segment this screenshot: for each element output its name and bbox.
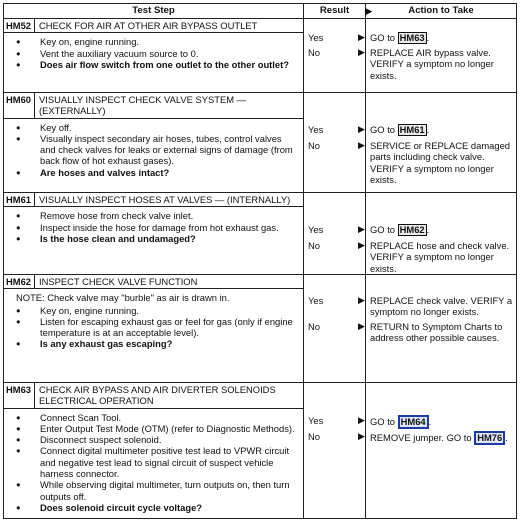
triangle-right-icon: ▶ (358, 47, 365, 57)
result-no: No (308, 321, 320, 332)
test-step-cell (4, 193, 304, 275)
step-row (4, 19, 517, 93)
action-item (358, 140, 513, 185)
result-no: No (308, 140, 320, 151)
action-text: RETURN to Symptom Charts to address other possible causes. (370, 321, 503, 344)
result-yes: Yes (308, 295, 324, 306)
action-item (358, 321, 513, 344)
step-item: ● Is any exhaust gas escaping? (16, 338, 297, 349)
step-item: ● Key off. (16, 122, 297, 133)
test-step-cell (4, 93, 304, 193)
action-item (358, 32, 513, 44)
step-reference-link[interactable]: HM61 (399, 124, 425, 135)
result-no: No (308, 431, 320, 442)
step-item: ● Vent the auxiliary vacuum source to 0. (16, 48, 297, 59)
triangle-right-icon: ▶ (358, 431, 365, 441)
action-text-end: . (426, 124, 430, 135)
step-item: ● Visually inspect secondary air hoses, tubes, control valves and check valves for leaks or external signs of damage (from back flow of hot exhaust gases). (16, 133, 297, 167)
step-item: ● Key on, engine running. (16, 36, 297, 47)
triangle-right-icon: ▶ (358, 224, 365, 234)
result-yes: Yes (308, 32, 324, 43)
step-header (4, 93, 303, 119)
step-item: ● Listen for escaping exhaust gas or feel for gas (only if engine temperature is at an acceptable level). (16, 316, 297, 339)
action-text: SERVICE or REPLACE damaged parts including check valve. VERIFY a symptom no longer exists. (370, 140, 510, 185)
result-yes: Yes (308, 124, 324, 135)
action-cell (358, 275, 517, 383)
result-cell (304, 383, 366, 519)
diagnostic-table (3, 3, 517, 519)
step-item: ● Remove hose from check valve inlet. (16, 210, 297, 221)
step-item: ● Disconnect suspect solenoid. (16, 434, 297, 445)
step-item: ● Connect digital multimeter positive test lead to VPWR circuit and negative test lead to signal circuit of suspect vehicle harness connector. (16, 445, 297, 479)
result-no: No (308, 47, 320, 58)
step-title: VISUALLY INSPECT HOSES AT VALVES — (INTERNALLY) (39, 194, 291, 205)
step-id: HM62 (4, 275, 35, 288)
step-item: ● Does solenoid circuit cycle voltage? (16, 502, 297, 513)
triangle-right-icon: ▶ (358, 321, 365, 331)
result-cell (304, 275, 366, 383)
action-text: REPLACE hose and check valve. VERIFY a symptom no longer exists. (370, 240, 510, 274)
step-list (16, 412, 297, 514)
step-id: HM61 (4, 193, 35, 206)
step-reference-link[interactable]: HM64 (398, 415, 429, 429)
step-row (4, 93, 517, 193)
step-list (16, 210, 297, 244)
triangle-right-icon: ▶ (358, 295, 365, 305)
test-step-cell (4, 275, 304, 383)
action-item (358, 240, 513, 274)
step-item: ● Are hoses and valves intact? (16, 167, 297, 178)
action-item (358, 415, 513, 429)
triangle-right-icon: ▶ (365, 6, 372, 16)
step-reference-link[interactable]: HM62 (399, 224, 425, 235)
result-yes: Yes (308, 224, 324, 235)
action-text: GO to (370, 124, 398, 135)
step-item: ● Key on, engine running. (16, 305, 297, 316)
step-row (4, 193, 517, 275)
step-id: HM60 (4, 93, 35, 118)
action-cell (358, 19, 517, 93)
action-text: REPLACE check valve. VERIFY a symptom no longer exists. (370, 295, 513, 318)
action-item (358, 431, 513, 445)
action-cell (358, 383, 517, 519)
step-body (4, 289, 303, 351)
step-header (4, 383, 303, 409)
step-list (16, 36, 297, 70)
step-note: NOTE: Check valve may "burble" as air is drawn in. (16, 292, 230, 304)
result-no: No (308, 240, 320, 251)
step-body (4, 119, 303, 180)
action-text-end: . (426, 224, 430, 235)
step-id: HM52 (4, 19, 35, 32)
step-id: HM63 (4, 383, 35, 408)
triangle-right-icon: ▶ (358, 124, 365, 134)
action-text-end: . (426, 32, 430, 43)
step-body (4, 207, 303, 246)
action-item (358, 224, 513, 236)
action-text: REPLACE AIR bypass valve. VERIFY a symptom no longer exists. (370, 47, 494, 81)
header-action: Action to Take (366, 4, 517, 19)
result-yes: Yes (308, 415, 324, 426)
action-cell (358, 93, 517, 193)
step-item: ● Enter Output Test Mode (OTM) (refer to Diagnostic Methods). (16, 423, 297, 434)
step-title: CHECK FOR AIR AT OTHER AIR BYPASS OUTLET (39, 20, 258, 31)
action-text: GO to (370, 224, 398, 235)
action-item (358, 295, 513, 318)
step-item: ● Connect Scan Tool. (16, 412, 297, 423)
step-row (4, 383, 517, 519)
step-list (16, 122, 297, 178)
header-result: Result ▶ (304, 4, 366, 19)
triangle-right-icon: ▶ (358, 240, 365, 250)
test-step-cell (4, 383, 304, 519)
table-header-row (4, 4, 517, 19)
result-cell (304, 93, 366, 193)
triangle-right-icon: ▶ (358, 32, 365, 42)
step-reference-link[interactable]: HM76 (474, 431, 505, 445)
step-list (16, 305, 297, 350)
step-header (4, 275, 303, 289)
action-text: GO to (370, 32, 398, 43)
result-cell (304, 193, 366, 275)
step-reference-link[interactable]: HM63 (399, 32, 425, 43)
action-cell (358, 193, 517, 275)
triangle-right-icon: ▶ (358, 140, 365, 150)
step-item: ● While observing digital multimeter, turn outputs on, then turn outputs off. (16, 479, 297, 502)
step-title: CHECK AIR BYPASS AND AIR DIVERTER SOLENOIDS ELECTRICAL OPERATION (39, 384, 276, 407)
step-title: VISUALLY INSPECT CHECK VALVE SYSTEM — (EXTERNALLY) (39, 94, 247, 117)
step-item: ● Inspect inside the hose for damage from hot exhaust gas. (16, 222, 297, 233)
step-item: ● Does air flow switch from one outlet to the other outlet? (16, 59, 297, 70)
action-item (358, 124, 513, 136)
action-text-end: . (505, 432, 508, 443)
step-row (4, 275, 517, 383)
step-header (4, 19, 303, 33)
result-cell (304, 19, 366, 93)
action-text: REMOVE jumper. GO to (370, 432, 475, 443)
action-item (358, 47, 513, 81)
test-step-cell (4, 19, 304, 93)
step-header (4, 193, 303, 207)
step-title: INSPECT CHECK VALVE FUNCTION (39, 276, 198, 287)
step-item: ● Is the hose clean and undamaged? (16, 233, 297, 244)
triangle-right-icon: ▶ (358, 415, 365, 425)
header-test-step: Test Step (4, 4, 304, 19)
step-body (4, 409, 303, 516)
step-body (4, 33, 303, 72)
action-text-end: . (428, 416, 432, 427)
action-text: GO to (370, 416, 398, 427)
